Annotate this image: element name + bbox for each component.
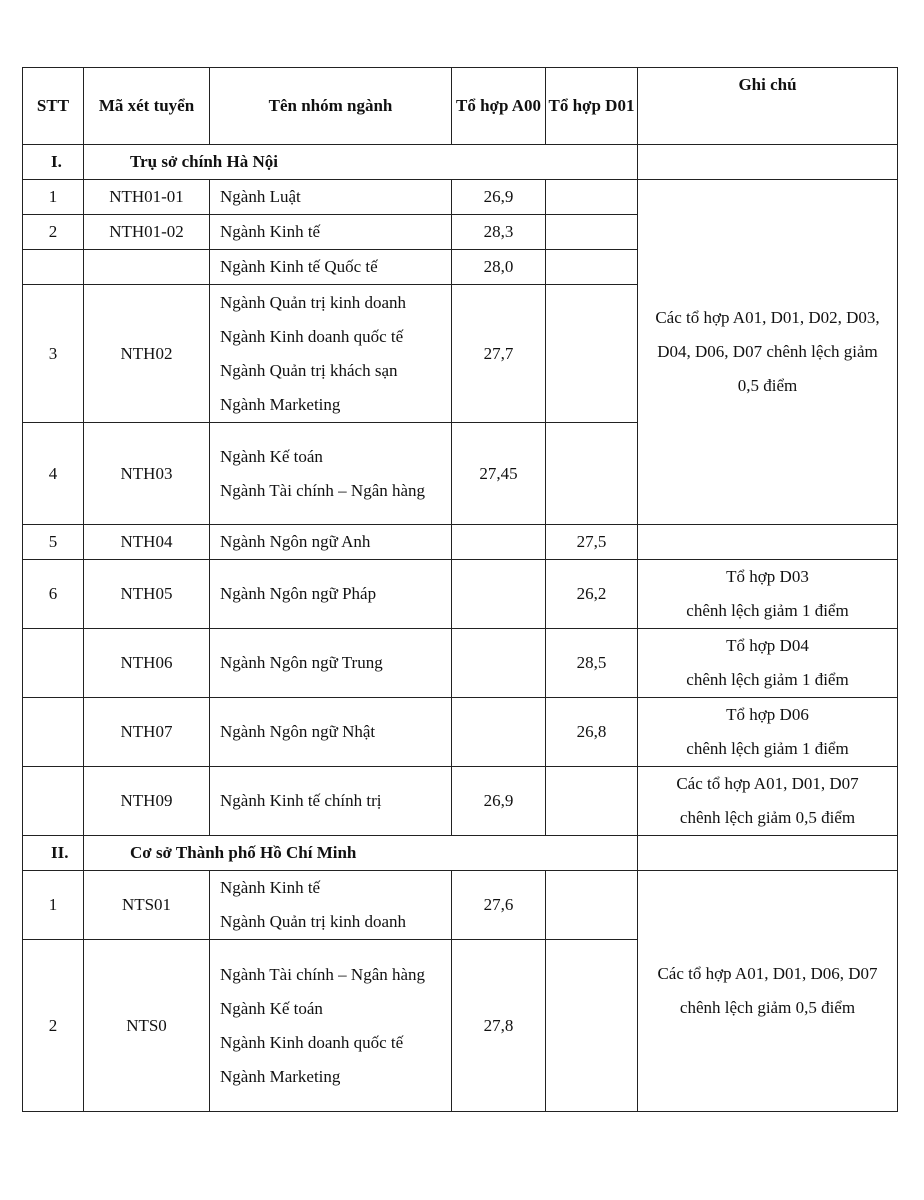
row-note-line: chênh lệch giảm 1 điểm <box>686 739 849 758</box>
table-row <box>23 698 898 767</box>
table-header-row <box>23 68 898 145</box>
header-d01: Tổ hợp D01 <box>546 68 638 145</box>
row-major: Ngành Kinh tế chính trị <box>210 767 452 836</box>
section-title: Trụ sở chính Hà Nội <box>84 145 638 180</box>
row-stt <box>23 629 84 698</box>
row-d01: 26,2 <box>546 560 638 629</box>
row-code <box>84 250 210 285</box>
row-stt: 2 <box>23 940 84 1112</box>
row-major: Ngành Tài chính – Ngân hàng <box>220 964 426 984</box>
section-title: Cơ sở Thành phố Hồ Chí Minh <box>84 836 638 871</box>
row-note <box>638 560 898 629</box>
section-note-empty <box>638 836 898 871</box>
row-major: Ngành Tài chính – Ngân hàng <box>220 480 426 500</box>
row-note <box>638 767 898 836</box>
row-code: NTH05 <box>84 560 210 629</box>
row-major: Ngành Kinh tế <box>210 215 452 250</box>
table-row <box>23 629 898 698</box>
row-a00: 27,45 <box>452 423 546 525</box>
row-major: Ngành Luật <box>210 180 452 215</box>
row-note-hcm-group: Các tổ hợp A01, D01, D06, D07 chênh lệch giảm 0,5 điểm <box>638 871 898 1112</box>
row-stt <box>23 250 84 285</box>
row-majors <box>210 423 452 525</box>
row-stt: 1 <box>23 180 84 215</box>
row-note-line: Các tổ hợp A01, D01, D07 <box>676 774 859 793</box>
row-note-line: Tổ hợp D06 <box>726 705 809 724</box>
section-note-empty <box>638 145 898 180</box>
row-code: NTH02 <box>84 285 210 423</box>
row-a00: 27,6 <box>452 871 546 940</box>
row-d01 <box>546 215 638 250</box>
table-row <box>23 767 898 836</box>
row-a00 <box>452 698 546 767</box>
row-major: Ngành Ngôn ngữ Nhật <box>210 698 452 767</box>
row-d01 <box>546 180 638 215</box>
row-a00 <box>452 560 546 629</box>
row-major: Ngành Ngôn ngữ Pháp <box>210 560 452 629</box>
row-note-line: Tổ hợp D03 <box>726 567 809 586</box>
row-major: Ngành Kinh tế <box>220 878 321 897</box>
section-number: II. <box>23 836 84 871</box>
row-note-line: chênh lệch giảm 0,5 điểm <box>679 808 856 827</box>
row-major: Ngành Marketing <box>220 1066 341 1086</box>
row-code: NTH04 <box>84 525 210 560</box>
row-stt: 6 <box>23 560 84 629</box>
row-major: Ngành Quản trị kinh doanh <box>220 912 407 931</box>
header-stt: STT <box>23 68 84 145</box>
row-a00 <box>452 629 546 698</box>
section-row-hanoi <box>23 145 898 180</box>
row-d01 <box>546 940 638 1112</box>
row-d01: 28,5 <box>546 629 638 698</box>
header-a00: Tổ hợp A00 <box>452 68 546 145</box>
row-a00 <box>452 525 546 560</box>
row-d01: 26,8 <box>546 698 638 767</box>
row-major: Ngành Ngôn ngữ Anh <box>210 525 452 560</box>
header-code: Mã xét tuyển <box>84 68 210 145</box>
row-stt: 1 <box>23 871 84 940</box>
row-a00: 26,9 <box>452 180 546 215</box>
row-note-line: chênh lệch giảm 1 điểm <box>686 670 849 689</box>
row-major: Ngành Kế toán <box>220 446 323 466</box>
row-a00: 27,7 <box>452 285 546 423</box>
row-a00: 27,8 <box>452 940 546 1112</box>
row-d01 <box>546 767 638 836</box>
row-d01 <box>546 871 638 940</box>
row-stt <box>23 698 84 767</box>
row-stt <box>23 767 84 836</box>
row-code: NTH06 <box>84 629 210 698</box>
row-code: NTH01-01 <box>84 180 210 215</box>
admission-score-table <box>22 67 898 1112</box>
row-stt: 4 <box>23 423 84 525</box>
row-major: Ngành Quản trị khách sạn <box>220 360 398 380</box>
row-major: Ngành Kinh doanh quốc tế <box>220 326 404 346</box>
row-a00: 28,3 <box>452 215 546 250</box>
row-major: Ngành Quản trị kinh doanh <box>220 292 407 312</box>
row-note-line: Tổ hợp D04 <box>726 636 809 655</box>
row-note <box>638 698 898 767</box>
row-stt: 5 <box>23 525 84 560</box>
row-note-line: chênh lệch giảm 1 điểm <box>686 601 849 620</box>
row-code: NTH07 <box>84 698 210 767</box>
row-major: Ngành Kế toán <box>220 998 323 1018</box>
row-major: Ngành Kinh tế Quốc tế <box>210 250 452 285</box>
row-a00: 28,0 <box>452 250 546 285</box>
row-majors <box>210 871 452 940</box>
table-row <box>23 560 898 629</box>
row-majors <box>210 285 452 423</box>
row-d01 <box>546 285 638 423</box>
table-row <box>23 180 898 215</box>
row-d01 <box>546 423 638 525</box>
row-major: Ngành Ngôn ngữ Trung <box>210 629 452 698</box>
row-code: NTH09 <box>84 767 210 836</box>
row-code: NTH03 <box>84 423 210 525</box>
section-number: I. <box>23 145 84 180</box>
section-row-hcm <box>23 836 898 871</box>
row-d01 <box>546 250 638 285</box>
row-d01: 27,5 <box>546 525 638 560</box>
row-major: Ngành Kinh doanh quốc tế <box>220 1032 404 1052</box>
row-code: NTS01 <box>84 871 210 940</box>
row-majors <box>210 940 452 1112</box>
row-code: NTS0 <box>84 940 210 1112</box>
row-note <box>638 525 898 560</box>
header-group-name: Tên nhóm ngành <box>210 68 452 145</box>
row-code: NTH01-02 <box>84 215 210 250</box>
row-a00: 26,9 <box>452 767 546 836</box>
row-major: Ngành Marketing <box>220 394 341 414</box>
row-note-hanoi-group: Các tổ hợp A01, D01, D02, D03, D04, D06, D07 chênh lệch giảm 0,5 điểm <box>638 180 898 525</box>
table-row <box>23 871 898 940</box>
row-stt: 3 <box>23 285 84 423</box>
row-stt: 2 <box>23 215 84 250</box>
header-note: Ghi chú <box>638 68 898 145</box>
table-row <box>23 525 898 560</box>
row-note <box>638 629 898 698</box>
